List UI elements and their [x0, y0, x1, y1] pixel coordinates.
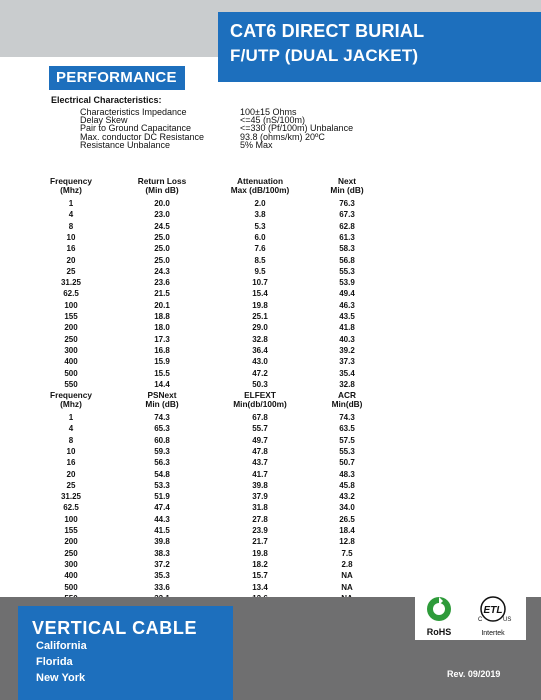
- table-cell: 250: [64, 548, 78, 558]
- table-cell: 16: [66, 244, 76, 254]
- table-row: [0, 447, 541, 457]
- table-row: [0, 503, 541, 513]
- table-cell: 41.8: [339, 323, 355, 333]
- table-cell: 67.8: [252, 413, 268, 422]
- table-cell: 47.8: [252, 446, 268, 456]
- column-header-frequency: Frequency: [50, 176, 92, 186]
- table-cell: 1: [68, 199, 74, 208]
- table-header-row: [0, 399, 541, 409]
- table-cell: 10: [66, 446, 76, 456]
- table-row: [0, 492, 541, 502]
- table-cell: 15.7: [252, 571, 268, 581]
- spec-value: 5% Max: [240, 139, 273, 150]
- table-cell: 50.3: [252, 379, 268, 389]
- table-cell: 4: [68, 210, 74, 220]
- column-header-col3: Attenuation: [236, 176, 284, 186]
- table-row: [0, 515, 541, 525]
- table-cell: 74.3: [339, 413, 355, 422]
- table-cell: 41.5: [154, 526, 170, 535]
- table-cell: 12.8: [339, 537, 355, 547]
- spec-row: [80, 139, 273, 150]
- table-cell: 18.0: [154, 323, 170, 333]
- table-cell: 16: [66, 458, 76, 468]
- table-cell: 7.5: [341, 548, 353, 558]
- table-cell: 100: [64, 300, 78, 310]
- table-cell: 2.8: [341, 559, 353, 569]
- table-row: [0, 233, 541, 243]
- table-row: [0, 380, 541, 390]
- etl-mark: ETL: [483, 605, 503, 616]
- table-row: [0, 458, 541, 468]
- electrical-heading: Electrical Characteristics:: [51, 95, 162, 105]
- table-cell: 25: [66, 480, 76, 490]
- column-header-frequency: Frequency: [50, 390, 92, 400]
- table-cell: 43.2: [339, 492, 355, 502]
- table-cell: 10: [66, 232, 76, 242]
- table-cell: 35.3: [154, 571, 170, 581]
- table-header-row: [0, 185, 541, 195]
- table-row: [0, 560, 541, 570]
- etl-c: C: [478, 617, 483, 623]
- table-cell: 400: [64, 571, 78, 581]
- table-cell: 29.0: [252, 323, 268, 333]
- column-header-col3: Max (dB/100m): [230, 185, 290, 195]
- table-cell: 67.3: [339, 210, 355, 220]
- certification-area: [415, 592, 526, 640]
- table-cell: 500: [64, 368, 78, 378]
- table-cell: 18.2: [252, 559, 268, 569]
- table-row: [0, 526, 541, 536]
- table-cell: 61.3: [339, 232, 355, 242]
- table-cell: 27.8: [252, 514, 268, 524]
- table-cell: 43.0: [252, 357, 268, 367]
- table-cell: 31.25: [60, 492, 82, 502]
- rohs-icon: [427, 597, 452, 637]
- table-cell: 21.5: [154, 289, 170, 299]
- table-cell: 56.8: [339, 255, 355, 265]
- table-cell: 46.3: [339, 300, 355, 310]
- table-cell: 59.3: [154, 446, 170, 456]
- table-cell: 49.7: [252, 435, 268, 445]
- table-cell: NA: [341, 571, 353, 581]
- table-cell: 49.4: [339, 289, 355, 299]
- spec-value: 93.8 (ohms/km) 20ºC: [240, 131, 325, 142]
- table-cell: 2.0: [254, 199, 266, 208]
- table-cell: 76.3: [339, 199, 355, 208]
- table-cell: 41.7: [252, 469, 268, 479]
- column-header-frequency: (Mhz): [60, 185, 82, 195]
- table-row: [0, 571, 541, 581]
- table-cell: 17.3: [154, 334, 170, 344]
- spec-value: <=45 (nS/100m): [240, 115, 306, 126]
- table-cell: 56.3: [154, 458, 170, 468]
- table-cell: 100: [64, 514, 78, 524]
- spec-label: Resistance Unbalance: [80, 139, 171, 150]
- table-row: [0, 312, 541, 322]
- column-header-col2: Return Loss: [137, 176, 187, 186]
- table-cell: 20: [66, 469, 76, 479]
- brand-name: VERTICAL CABLE: [32, 618, 198, 638]
- table-row: [0, 323, 541, 333]
- table-cell: 40.3: [339, 334, 355, 344]
- table-cell: 24.5: [154, 221, 170, 231]
- table-cell: 20.0: [154, 199, 170, 208]
- spec-label: Delay Skew: [80, 115, 128, 126]
- etl-icon: [478, 597, 511, 637]
- table-cell: 23.0: [154, 210, 170, 220]
- table-row: [0, 369, 541, 379]
- location-new-york: New York: [36, 672, 86, 684]
- table-cell: 47.4: [154, 503, 170, 513]
- table-cell: 34.0: [339, 503, 355, 513]
- table-cell: 13.4: [252, 582, 268, 592]
- column-header-col3: Min(db/100m): [233, 399, 287, 409]
- table-cell: 9.5: [254, 266, 266, 276]
- table-cell: 300: [64, 559, 78, 569]
- table-cell: 10.7: [252, 278, 268, 288]
- table-cell: 44.3: [154, 514, 170, 524]
- table-row: [0, 210, 541, 220]
- table-cell: 18.8: [154, 312, 170, 321]
- table-cell: 14.4: [154, 379, 170, 389]
- table-row: [0, 289, 541, 299]
- product-title: CAT6 DIRECT BURIAL: [230, 21, 425, 41]
- table-cell: 45.8: [339, 480, 355, 490]
- table-row: [0, 537, 541, 547]
- product-subtitle: F/UTP (DUAL JACKET): [230, 46, 419, 65]
- column-header-col4: Min(dB): [331, 399, 363, 409]
- column-header-col2: (Min dB): [145, 185, 179, 195]
- column-header-col2: Min (dB): [145, 399, 179, 409]
- column-header-col2: PSNext: [147, 390, 177, 400]
- table-cell: 500: [64, 582, 78, 592]
- rohs-label: RoHS: [426, 627, 452, 637]
- table-cell: 155: [64, 312, 78, 321]
- table-cell: 6.0: [254, 232, 266, 242]
- table-row: [0, 436, 541, 446]
- table-cell: 20.1: [154, 300, 170, 310]
- table-cell: NA: [341, 582, 353, 592]
- table-cell: 39.8: [252, 480, 268, 490]
- table-cell: 54.8: [154, 469, 170, 479]
- table-row: [0, 301, 541, 311]
- table-row: [0, 481, 541, 491]
- table-cell: 35.4: [339, 368, 355, 378]
- table-cell: 38.3: [154, 548, 170, 558]
- table-cell: 36.4: [252, 345, 268, 355]
- table-cell: 55.7: [252, 424, 268, 434]
- table-cell: 53.3: [154, 480, 170, 490]
- table-cell: 39.8: [154, 537, 170, 547]
- brand-box: [18, 606, 233, 700]
- table-cell: 37.3: [339, 357, 355, 367]
- table-cell: 23.6: [154, 278, 170, 288]
- table-cell: 19.8: [252, 548, 268, 558]
- table-cell: 65.3: [154, 424, 170, 434]
- table-cell: 15.9: [154, 357, 170, 367]
- table-row: [0, 244, 541, 254]
- spec-label: Characteristics Impedance: [80, 107, 187, 117]
- table-row: [0, 583, 541, 593]
- table-cell: 39.2: [339, 345, 355, 355]
- spec-label: Max. conductor DC Resistance: [80, 131, 205, 142]
- spec-value: 100±15 Ohms: [240, 107, 297, 117]
- table-cell: 7.6: [254, 244, 266, 254]
- table-cell: 25.0: [154, 232, 170, 242]
- table-cell: 8.5: [254, 255, 266, 265]
- location-florida: Florida: [36, 656, 73, 668]
- table-cell: 31.8: [252, 503, 268, 513]
- table-cell: 23.9: [252, 526, 268, 535]
- table-cell: 43.7: [252, 458, 268, 468]
- table-cell: 19.8: [252, 300, 268, 310]
- table-cell: 16.8: [154, 345, 170, 355]
- table-row: [0, 424, 541, 434]
- table-cell: 47.2: [252, 368, 268, 378]
- table-cell: 200: [64, 537, 78, 547]
- table-cell: 51.9: [154, 492, 170, 502]
- column-header-col4: ACR: [338, 390, 356, 400]
- table-cell: 62.5: [63, 289, 79, 299]
- table-row: [0, 413, 541, 423]
- table-cell: 60.8: [154, 435, 170, 445]
- table-cell: 21.7: [252, 537, 268, 547]
- table-cell: 18.4: [339, 526, 355, 535]
- performance-label: PERFORMANCE: [56, 69, 177, 86]
- table-cell: 31.25: [60, 278, 82, 288]
- table-cell: 63.5: [339, 424, 355, 434]
- table-cell: 3.8: [254, 210, 266, 220]
- table-cell: 43.5: [339, 312, 355, 321]
- revision-label: Rev. 09/2019: [447, 669, 501, 679]
- table-cell: 25.0: [154, 244, 170, 254]
- performance-label-box: [49, 66, 185, 90]
- table-cell: 37.9: [252, 492, 268, 502]
- table-cell: 1: [68, 413, 74, 422]
- table-row: [0, 256, 541, 266]
- table-cell: 15.4: [252, 289, 268, 299]
- table-cell: 25: [66, 266, 76, 276]
- column-header-col4: Next: [338, 176, 356, 186]
- table-cell: 8: [68, 221, 74, 231]
- table-cell: 25.1: [252, 312, 268, 321]
- spec-label: Pair to Ground Capacitance: [80, 123, 192, 134]
- table-cell: 55.3: [339, 446, 355, 456]
- table-cell: 8: [68, 435, 74, 445]
- table-cell: 20: [66, 255, 76, 265]
- table-row: [0, 199, 541, 209]
- spec-value: <=330 (Pf/100m) Unbalance: [240, 123, 354, 134]
- title-banner: [218, 12, 541, 82]
- table-cell: 32.8: [339, 379, 355, 389]
- table-row: [0, 346, 541, 356]
- table-cell: 33.6: [154, 582, 170, 592]
- table-row: [0, 278, 541, 288]
- table-cell: 62.5: [63, 503, 79, 513]
- table-cell: 32.8: [252, 334, 268, 344]
- table-cell: 53.9: [339, 278, 355, 288]
- table-cell: 62.8: [339, 221, 355, 231]
- table-cell: 200: [64, 323, 78, 333]
- table-row: [0, 222, 541, 232]
- certification-logos: [415, 592, 526, 640]
- column-header-frequency: (Mhz): [60, 399, 82, 409]
- table-row: [0, 470, 541, 480]
- table-cell: 5.3: [254, 221, 266, 231]
- table-cell: 37.2: [154, 559, 170, 569]
- table-row: [0, 357, 541, 367]
- table-cell: 50.7: [339, 458, 355, 468]
- table-row: [0, 267, 541, 277]
- table-cell: 155: [64, 526, 78, 535]
- table-cell: 58.3: [339, 244, 355, 254]
- table-cell: 4: [68, 424, 74, 434]
- table-cell: 25.0: [154, 255, 170, 265]
- table-cell: 250: [64, 334, 78, 344]
- table-cell: 15.5: [154, 368, 170, 378]
- column-header-col4: Min (dB): [330, 185, 364, 195]
- table-row: [0, 549, 541, 559]
- table-cell: 48.3: [339, 469, 355, 479]
- table-cell: 24.3: [154, 266, 170, 276]
- table-cell: 57.5: [339, 435, 355, 445]
- table-cell: 300: [64, 345, 78, 355]
- column-header-col3: ELFEXT: [244, 390, 276, 400]
- table-row: [0, 335, 541, 345]
- location-california: California: [36, 640, 87, 652]
- table-cell: 400: [64, 357, 78, 367]
- table-cell: 55.3: [339, 266, 355, 276]
- table-cell: 74.3: [154, 413, 170, 422]
- etl-us: US: [503, 617, 512, 623]
- table-cell: 26.5: [339, 514, 355, 524]
- table-cell: 550: [64, 379, 78, 389]
- intertek-label: Intertek: [481, 630, 505, 637]
